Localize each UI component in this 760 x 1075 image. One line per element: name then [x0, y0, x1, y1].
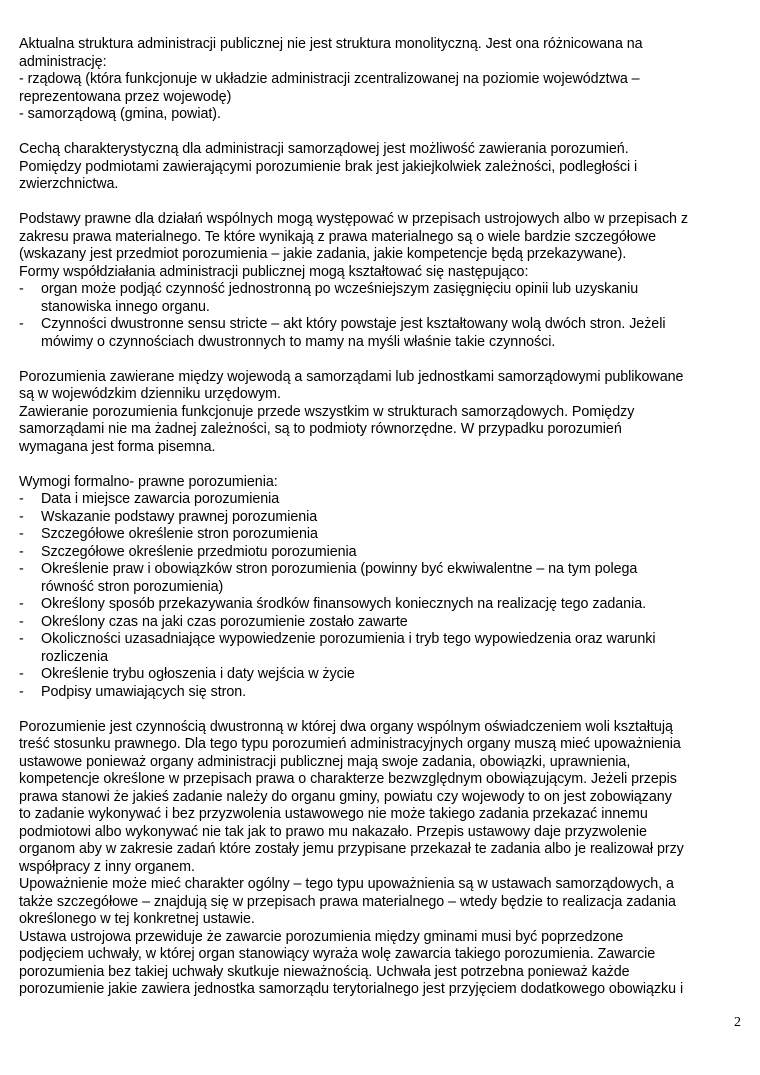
list-item: - Szczegółowe określenie przedmiotu porozumienia: [19, 544, 743, 562]
text-line: porozumienie jakie zawiera jednostka samorządu terytorialnego jest przyjęciem dodatkowego obowiązku i: [19, 981, 684, 997]
text-line: organom aby w zakresie zadań które zostały jemu przypisane przekazał te zadania albo je realizował przy: [19, 841, 684, 857]
text-line: Formy współdziałania administracji publicznej mogą kształtować się następująco:: [19, 263, 529, 280]
list-item: - Szczegółowe określenie stron porozumienia: [19, 526, 743, 544]
text-line: kompetencje określone w przepisach prawa o charakterze bezwzględnym obowiązującym. Jeżeli przepis: [19, 771, 677, 787]
page-number: 2: [734, 1015, 741, 1030]
text-line: Porozumienia zawierane między wojewodą a samorządami lub jednostkami samorządowymi publikowane: [19, 368, 684, 385]
text-line: zakresu prawa materialnego. Te które wynikają z prawa materialnego są o wiele bardzie szczegółowe: [19, 228, 656, 245]
text-line: mówimy o czynnościach dwustronnych to mamy na myśli właśnie takie czynności.: [41, 333, 556, 350]
text-line: administrację:: [19, 53, 107, 70]
text-line: Ustawa ustrojowa przewiduje że zawarcie porozumienia między gminami musi być poprzedzone: [19, 928, 624, 945]
text-line: rozliczenia: [41, 648, 108, 665]
text-line: - Czynności dwustronne sensu stricte – akt który powstaje jest kształtowany wolą dwóch stron. Jeżeli: [41, 316, 666, 332]
paragraph-legal-basis: [19, 211, 743, 351]
list-item: [19, 316, 743, 351]
text-line: Aktualna struktura administracji publicznej nie jest struktura monolityczną. Jest ona różnicowana na: [19, 36, 643, 52]
text-line: podmiotowi albo wykonywać nie tak jak to prawo mu nakazało. Przepis ustawowy daje przyzwolenie: [19, 823, 647, 840]
text-line: - organ może podjąć czynność jednostronną po wcześniejszym zasięgnięciu opinii lub uzyskaniu: [41, 281, 639, 297]
list-item: - Określenie trybu ogłoszenia i daty wejścia w życie: [19, 666, 743, 684]
list-item: [19, 631, 743, 666]
text-line: Zawieranie porozumienia funkcjonuje przede wszystkim w strukturach samorządowych. Pomiędzy: [19, 403, 635, 420]
text-line: samorządami nie ma żadnej zależności, są to podmioty równorzędne. W przypadku porozumień: [19, 421, 622, 437]
text-line: zwierzchnictwa.: [19, 176, 119, 192]
text-line: podjęciem uchwały, w której organ stanowiący wyraża wolę zawarcia takiego porozumienia. Zawarcie: [19, 946, 656, 962]
text-line: Porozumienie jest czynnością dwustronną w której dwa organy wspólnym oświadczeniem woli kształtują: [19, 718, 673, 735]
text-line: wymagana jest forma pisemna.: [19, 438, 216, 455]
list-item: - Wskazanie podstawy prawnej porozumienia: [19, 509, 743, 527]
text-line: - samorządową (gmina, powiat).: [19, 106, 221, 122]
text-line: - Okoliczności uzasadniające wypowiedzenie porozumienia i tryb tego wypowiedzenia oraz warunki: [41, 631, 656, 647]
text-line: Pomiędzy podmiotami zawierającymi porozumienie brak jest jakiejkolwiek zależności, podległości i: [19, 158, 638, 175]
document-page: [19, 36, 743, 1016]
paragraph-publication: [19, 369, 743, 457]
list-item: - Określony czas na jaki czas porozumienie zostało zawarte: [19, 614, 743, 632]
list-item: - Określony sposób przekazywania środków finansowych koniecznych na realizację tego zadania.: [19, 596, 743, 614]
text-line: - Określenie praw i obowiązków stron porozumienia (powinny być ekwiwalentne – na tym polega: [41, 561, 638, 577]
paragraph-structure: [19, 36, 743, 124]
text-line: prawa stanowi że jakieś zadanie należy do organu gminy, powiatu czy wojewody to on jest zobowiązany: [19, 788, 672, 805]
list-heading: Wymogi formalno- prawne porozumienia:: [19, 473, 278, 490]
paragraph-requirements: [19, 474, 743, 702]
text-line: (wskazany jest przedmiot porozumienia – jakie zadania, jakie kompetencje będą przekazywane).: [19, 246, 627, 262]
text-line: równość stron porozumienia): [41, 578, 224, 595]
text-line: określonego w tej konkretnej ustawie.: [19, 911, 255, 927]
text-line: są w wojewódzkim dzienniku urzędowym.: [19, 386, 281, 402]
text-line: - rządową (która funkcjonuje w układzie administracji zcentralizowanej na poziomie województwa –: [19, 71, 640, 87]
paragraph-agreements: [19, 141, 743, 194]
text-line: ustawowe ponieważ organy administracji publicznej mają swoje zadania, obowiązki, uprawnienia,: [19, 753, 631, 770]
text-line: Podstawy prawne dla działań wspólnych mogą występować w przepisach ustrojowych albo w przepisach z: [19, 211, 688, 227]
text-line: treść stosunku prawnego. Dla tego typu porozumień administracyjnych organy muszą mieć upoważnienia: [19, 736, 681, 752]
list-item: [19, 281, 743, 316]
text-line: Cechą charakterystyczną dla administracji samorządowej jest możliwość zawierania porozumień.: [19, 141, 629, 157]
text-line: współpracy z inny organem.: [19, 858, 195, 875]
list-item: - Podpisy umawiających się stron.: [19, 684, 743, 702]
paragraph-bilateral-act: [19, 719, 743, 999]
text-line: stanowiska innego organu.: [41, 298, 210, 315]
text-line: to zadanie wykonywać i bez przyzwolenia ustawowego nie może takiego zadania przekazać innemu: [19, 806, 648, 822]
text-line: Upoważnienie może mieć charakter ogólny – tego typu upoważnienia są w ustawach samorządowych, a: [19, 876, 674, 892]
list-item: [19, 561, 743, 596]
text-line: porozumienia bez takiej uchwały skutkuje nieważnością. Uchwała jest potrzebna ponieważ każde: [19, 963, 630, 980]
text-line: także szczegółowe – znajdują się w przepisach prawa materialnego – wtedy będzie to realizacja zadania: [19, 893, 676, 910]
text-line: reprezentowana przez wojewodę): [19, 88, 232, 105]
list-item: - Data i miejsce zawarcia porozumienia: [19, 491, 743, 509]
